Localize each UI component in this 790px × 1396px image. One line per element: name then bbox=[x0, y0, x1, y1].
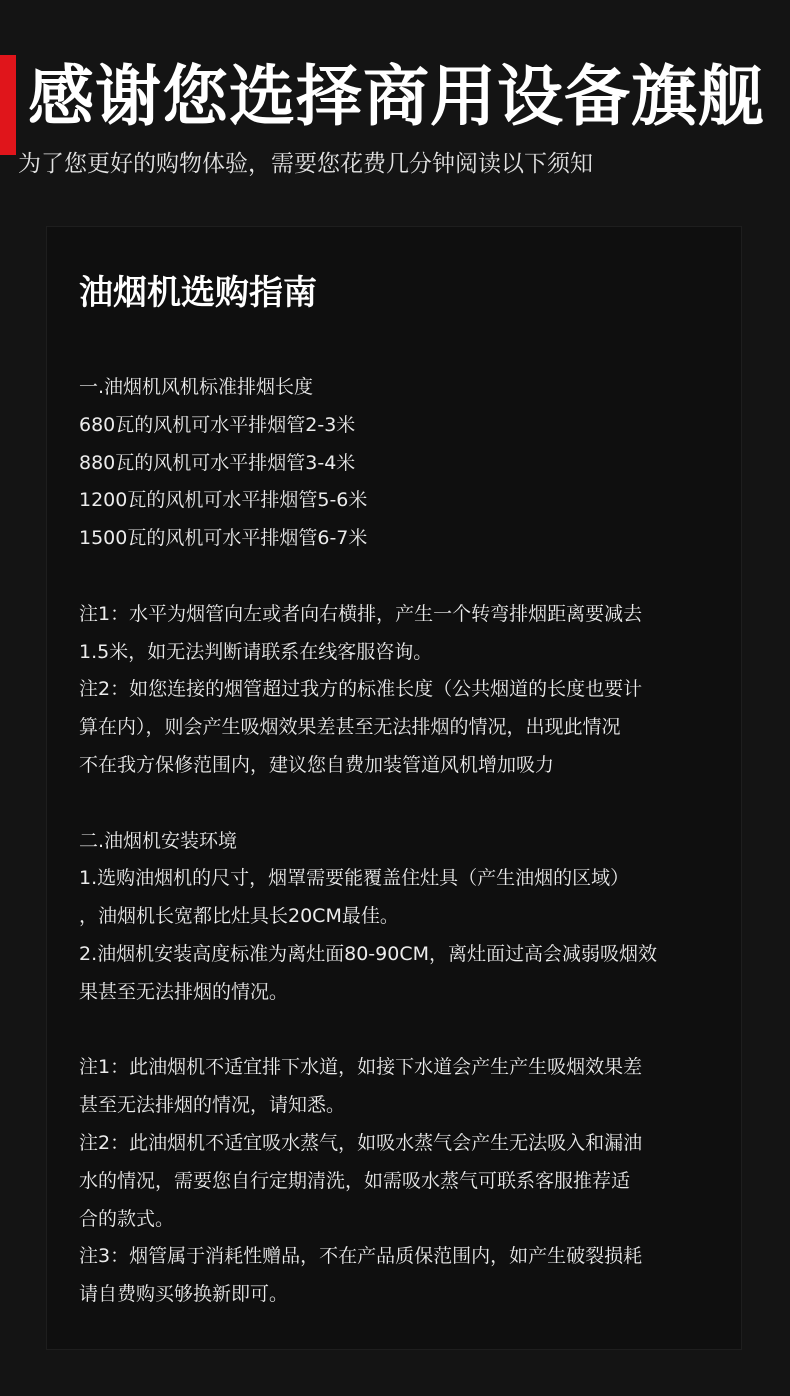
paragraph-gap bbox=[79, 1012, 729, 1050]
guide-line: 2.油烟机安装高度标准为离灶面80-90CM，离灶面过高会减弱吸烟效 bbox=[79, 942, 657, 965]
guide-line: 注2：此油烟机不适宜吸水蒸气，如吸水蒸气会产生无法吸入和漏油 bbox=[79, 1131, 643, 1154]
guide-title: 油烟机选购指南 bbox=[79, 273, 317, 313]
guide-line: 注1：水平为烟管向左或者向右横排，产生一个转弯排烟距离要减去 bbox=[79, 602, 643, 625]
guide-line: 注3：烟管属于消耗性赠品，不在产品质保范围内，如产生破裂损耗 bbox=[79, 1245, 643, 1268]
guide-line: 甚至无法排烟的情况，请知悉。 bbox=[79, 1094, 346, 1117]
guide-line: 请自费购买够换新即可。 bbox=[79, 1283, 289, 1306]
paragraph-gap bbox=[79, 785, 729, 823]
guide-content bbox=[79, 369, 729, 1314]
guide-line: 果甚至无法排烟的情况。 bbox=[79, 980, 289, 1003]
guide-line: 一.油烟机风机标准排烟长度 bbox=[79, 376, 314, 398]
guide-line: 算在内），则会产生吸烟效果差甚至无法排烟的情况，出现此情况 bbox=[79, 716, 621, 739]
guide-card bbox=[46, 226, 742, 1350]
guide-line: 注2：如您连接的烟管超过我方的标准长度（公共烟道的长度也要计 bbox=[79, 678, 643, 701]
guide-line: 二.油烟机安装环境 bbox=[79, 829, 238, 852]
page-subtitle: 为了您更好的购物体验，需要您花费几分钟阅读以下须知 bbox=[18, 151, 593, 177]
guide-line: 水的情况，需要您自行定期清洗，如需吸水蒸气可联系客服推荐适 bbox=[79, 1169, 631, 1192]
accent-bar bbox=[0, 55, 16, 155]
paragraph-gap bbox=[79, 558, 729, 596]
guide-line: 注1：此油烟机不适宜排下水道，如接下水道会产生产生吸烟效果差 bbox=[79, 1056, 643, 1079]
page-title: 感谢您选择商用设备旗舰 bbox=[28, 58, 765, 135]
guide-line: ，油烟机长宽都比灶具长20CM最佳。 bbox=[79, 905, 399, 928]
guide-line: 880瓦的风机可水平排烟管3-4米 bbox=[79, 451, 356, 474]
guide-line: 不在我方保修范围内，建议您自费加装管道风机增加吸力 bbox=[79, 753, 555, 776]
guide-line: 1200瓦的风机可水平排烟管5-6米 bbox=[79, 489, 368, 512]
guide-line: 1.选购油烟机的尺寸，烟罩需要能覆盖住灶具（产生油烟的区域） bbox=[79, 867, 630, 890]
guide-line: 1500瓦的风机可水平排烟管6-7米 bbox=[79, 527, 368, 550]
guide-line: 1.5米，如无法判断请联系在线客服咨询。 bbox=[79, 640, 433, 663]
guide-line: 680瓦的风机可水平排烟管2-3米 bbox=[79, 413, 356, 436]
guide-line: 合的款式。 bbox=[79, 1207, 175, 1230]
